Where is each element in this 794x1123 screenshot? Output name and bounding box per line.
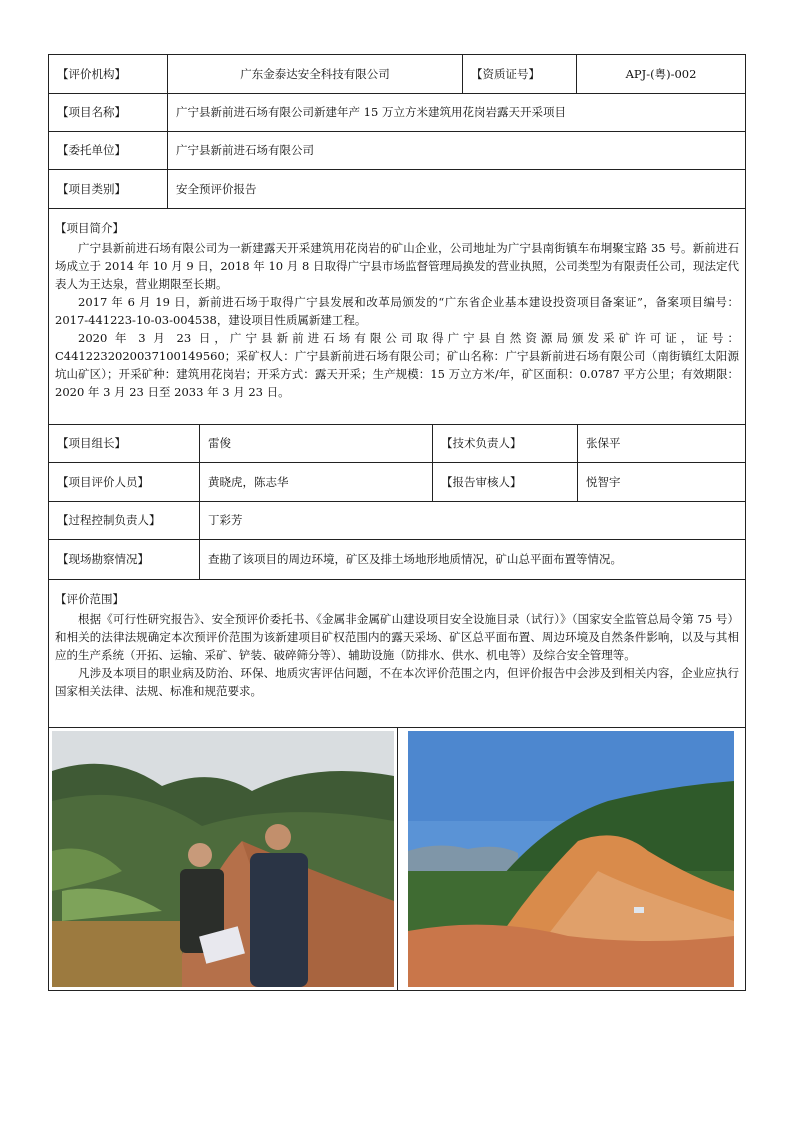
evaluators-label: 【项目评价人员】	[57, 474, 149, 489]
org-value: 广东金泰达安全科技有限公司	[167, 55, 462, 93]
evaluators-value: 黄晓虎，陈志华	[199, 463, 432, 501]
info-row-client	[48, 131, 746, 169]
project-intro-section	[48, 208, 746, 424]
cert-label: 【资质证号】	[462, 55, 576, 93]
team-row-site	[48, 539, 746, 579]
site-value: 查勘了该项目的周边环境，矿区及排土场地形地质情况，矿山总平面布置等情况。	[199, 540, 745, 579]
inspectors-photo-image	[52, 731, 394, 987]
scope-heading: 【评价范围】	[55, 592, 124, 606]
team-row-leader	[48, 424, 746, 462]
project-label: 【项目名称】	[57, 105, 126, 120]
tech-label: 【技术负责人】	[432, 425, 577, 462]
org-label: 【评价机构】	[57, 66, 126, 81]
type-label: 【项目类别】	[57, 181, 126, 196]
site-label: 【现场勘察情况】	[57, 552, 149, 567]
evaluation-scope-section	[48, 579, 746, 727]
leader-label: 【项目组长】	[57, 436, 126, 451]
reviewer-value: 悦智宇	[577, 463, 745, 501]
project-value: 广宁县新前进石场有限公司新建年产 15 万立方米建筑用花岗岩露天开采项目	[167, 94, 745, 131]
info-row-type	[48, 169, 746, 208]
cert-value: APJ-(粤)-002	[576, 55, 745, 93]
info-row-org	[48, 54, 746, 93]
leader-value: 雷俊	[199, 425, 432, 462]
quarry-photo-image	[408, 731, 734, 987]
process-label: 【过程控制负责人】	[57, 513, 161, 528]
info-row-project	[48, 93, 746, 131]
site-photo-quarry	[397, 728, 746, 990]
type-value: 安全预评价报告	[167, 170, 745, 208]
team-row-evaluators	[48, 462, 746, 501]
process-value: 丁彩芳	[199, 502, 745, 539]
intro-paragraph: 2017 年 6 月 19 日，新前进石场于取得广宁县发展和改革局颁发的“广东省企业基本建设投资项目备案证”，备案项目编号：2017-441223-10-03-004538，建设项目性质属新建工程。	[55, 295, 739, 327]
client-label: 【委托单位】	[57, 143, 126, 158]
reviewer-label: 【报告审核人】	[432, 463, 577, 501]
intro-paragraph: 广宁县新前进石场有限公司为一新建露天开采建筑用花岗岩的矿山企业，公司地址为广宁县南街镇车布垌聚宝路 35 号。新前进石场成立于 2014 年 10 月 9 日，2018 年 10 月 8 日取得广宁县市场监督管理局换发的营业执照，公司类型为有限责任公司，现法定代表人为王达泉，营业期限至长期。	[55, 241, 739, 291]
tech-value: 张保平	[577, 425, 745, 462]
intro-paragraph: 2020 年 3 月 23 日，广宁县新前进石场有限公司取得广宁县自然资源局颁发采矿许可证，证号：C4412232020037100149560；采矿权人：广宁县新前进石场有限公司；矿山名称：广宁县新前进石场有限公司（南街镇红太阳源坑山矿区）；开采矿种：建筑用花岗岩；开采方式：露天开采；生产规模：15 万立方米/年，矿区面积：0.0787 平方公里；有效期限：2020 年 3 月 23 日至 2033 年 3 月 23 日。	[55, 331, 739, 399]
client-value: 广宁县新前进石场有限公司	[167, 132, 745, 169]
report-sheet	[48, 54, 746, 991]
site-photo-inspectors	[49, 728, 397, 990]
site-photos	[48, 727, 746, 991]
intro-heading: 【项目简介】	[55, 221, 124, 235]
scope-paragraph: 凡涉及本项目的职业病及防治、环保、地质灾害评估问题，不在本次评价范围之内，但评价报告中会涉及到相关内容，企业应执行国家相关法律、法规、标准和规范要求。	[55, 666, 739, 698]
team-row-process	[48, 501, 746, 539]
scope-paragraph: 根据《可行性研究报告》、安全预评价委托书、《金属非金属矿山建设项目安全设施目录（试行）》（国家安全监管总局令第 75 号）和相关的法律法规确定本次预评价范围为该新建项目矿权范围内的露天采场、矿区总平面布置、周边环境及自然条件影响，以及与其相应的生产系统（开拓、运输、采矿、铲装、破碎筛分等）、辅助设施（防排水、供水、机电等）及综合安全管理等。	[55, 612, 739, 662]
